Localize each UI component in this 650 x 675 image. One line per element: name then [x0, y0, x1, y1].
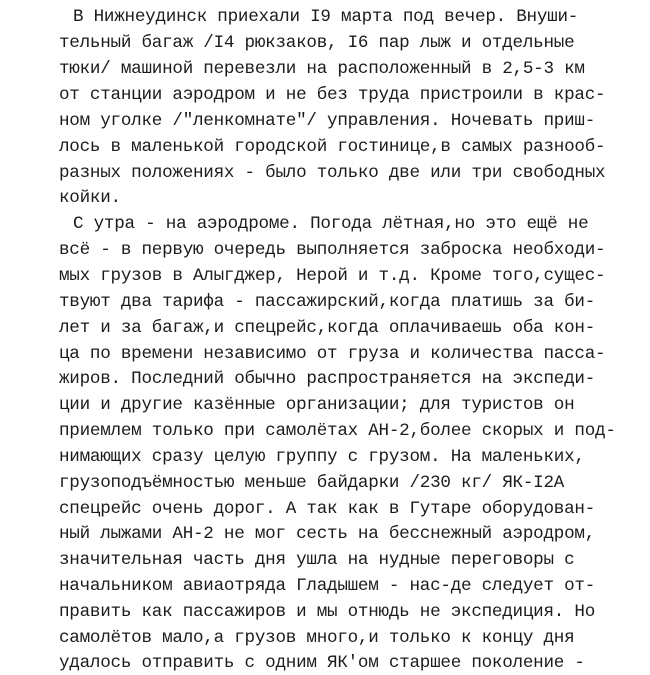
text-line: В Нижнеудинск приехали I9 марта под вечер. Внуши-: [73, 7, 579, 27]
text-line: начальником авиаотряда Гладышем - нас-де следует от-: [59, 576, 596, 596]
text-line: удалось отправить с одним ЯК'ом старшее поколение -: [59, 653, 585, 673]
text-line: всё - в первую очередь выполняется заброска необходи-: [59, 240, 606, 260]
text-line: ный лыжами АН-2 не мог сесть на бесснежный аэродром,: [59, 524, 596, 544]
text-line: койки.: [59, 188, 121, 208]
text-line: мых грузов в Алыгджер, Нерой и т.д. Кроме того,сущес-: [59, 266, 606, 286]
text-line: ции и другие казённые организации; для туристов он: [59, 395, 575, 415]
text-line: значительная часть дня ушла на нудные переговоры с: [59, 550, 575, 570]
text-line: править как пассажиров и мы отнюдь не экспедиция. Но: [59, 602, 596, 622]
text-line: самолётов мало,а грузов много,и только к концу дня: [59, 628, 575, 648]
text-line: твуют два тарифа - пассажирский,когда платишь за би-: [59, 292, 596, 312]
text-line: спецрейс очень дорог. А так как в Гутаре оборудован-: [59, 499, 596, 519]
text-line: ном уголке /"ленкомнате"/ управления. Ночевать приш-: [59, 111, 596, 131]
text-line: от станции аэродром и не без труда пристроили в крас-: [59, 85, 606, 105]
text-line: приемлем только при самолётах АН-2,более скорых и под-: [59, 421, 616, 441]
text-line: С утра - на аэродроме. Погода лётная,но это ещё не: [73, 214, 589, 234]
text-line: разных положениях - было только две или три свободных: [59, 163, 606, 183]
text-line: тюки/ машиной перевезли на расположенный в 2,5-3 км: [59, 59, 585, 79]
text-line: тельный багаж /I4 рюкзаков, I6 пар лыж и отдельные: [59, 33, 575, 53]
text-line: ца по времени независимо от груза и количества пасса-: [59, 344, 606, 364]
text-line: лет и за багаж,и спецрейс,когда оплачиваешь оба кон-: [59, 318, 596, 338]
text-line: нимающих сразу целую группу с грузом. На маленьких,: [59, 447, 585, 467]
text-line: лось в маленькой городской гостинице,в самых разнооб-: [59, 137, 606, 157]
text-line: грузоподъёмностью меньше байдарки /230 кг/ ЯК-I2А: [59, 473, 565, 493]
text-line: жиров. Последний обычно распространяется на экспеди-: [59, 369, 596, 389]
